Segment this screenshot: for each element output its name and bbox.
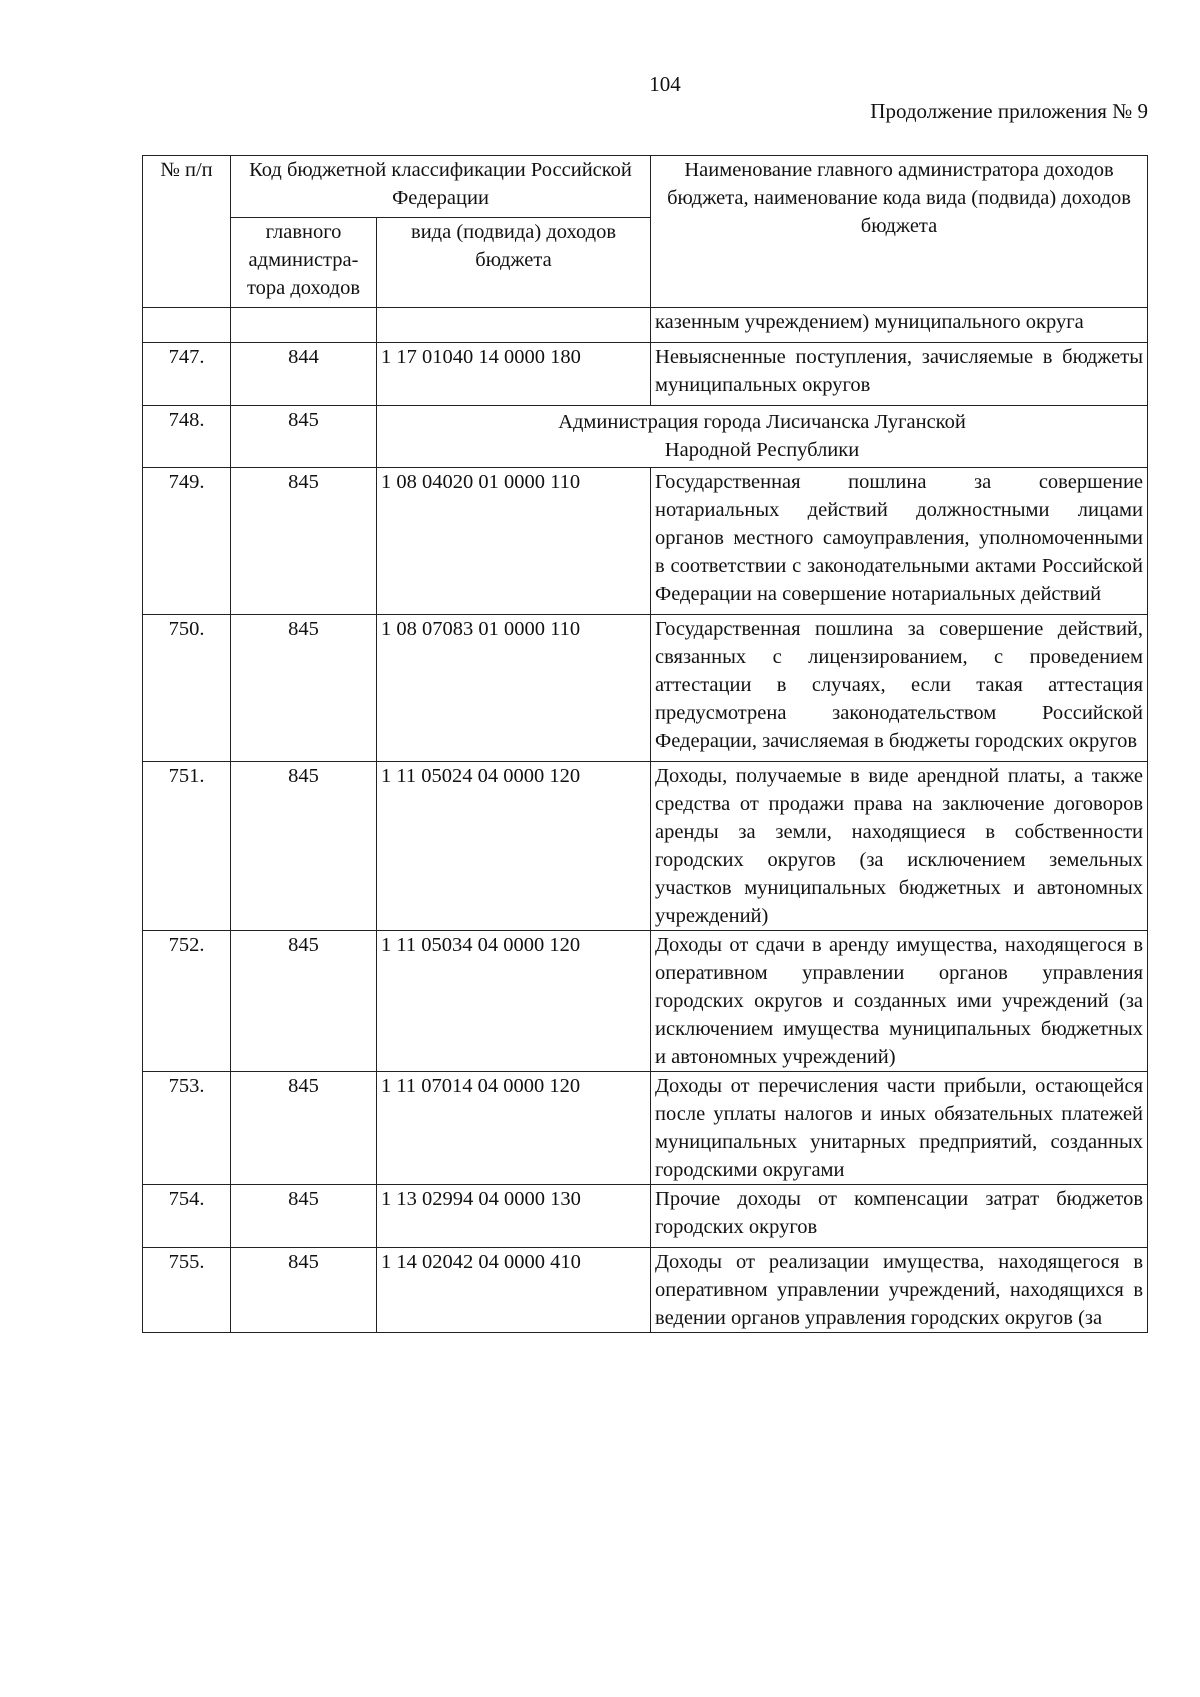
table-row-group [143, 406, 1148, 468]
row-income-code: 1 17 01040 14 0000 180 [377, 343, 651, 406]
table-row [143, 468, 1148, 615]
group-title: Администрация города Лисичанска Луганской Народной Республики [377, 406, 1148, 468]
page-number: 104 [649, 72, 681, 96]
row-num: 752. [143, 931, 231, 1072]
row-admin-code: 845 [231, 931, 377, 1072]
table-row [143, 343, 1148, 406]
row-income-code: 1 08 04020 01 0000 110 [377, 468, 651, 615]
header-admin-code: главного администра-тора доходов [231, 218, 377, 308]
row-name: Невыясненные поступления, зачисляемые в бюджеты муниципальных округов [651, 343, 1148, 406]
row-admin-code: 845 [231, 1185, 377, 1248]
row-admin-code: 845 [231, 1072, 377, 1185]
table-row [143, 615, 1148, 762]
table-row [143, 1185, 1148, 1248]
table-body [143, 308, 1148, 1333]
row-admin-code [231, 308, 377, 343]
row-admin-code: 845 [231, 762, 377, 931]
header-income-code: вида (подвида) доходов бюджета [377, 218, 651, 308]
table-header [143, 156, 1148, 308]
table-row [143, 308, 1148, 343]
row-num: 748. [143, 406, 231, 468]
row-name: Прочие доходы от компенсации затрат бюджетов городских округов [651, 1185, 1148, 1248]
row-name: казенным учреждением) муниципального округа [651, 308, 1148, 343]
row-num: 750. [143, 615, 231, 762]
table-row [143, 1248, 1148, 1333]
row-income-code: 1 11 07014 04 0000 120 [377, 1072, 651, 1185]
appendix-title: Продолжение приложения № 9 [870, 99, 1148, 123]
header-code-group: Код бюджетной классификации Российской Федерации [231, 156, 651, 218]
row-name: Государственная пошлина за совершение нотариальных действий должностными лицами органов местного самоуправления, уполномоченными в соответствии с законодательными актами Российской Федерации на совершение нотариальных действий [651, 468, 1148, 615]
row-admin-code: 845 [231, 406, 377, 468]
row-income-code: 1 13 02994 04 0000 130 [377, 1185, 651, 1248]
row-admin-code: 844 [231, 343, 377, 406]
row-name: Доходы от реализации имущества, находящегося в оперативном управлении учреждений, находящихся в ведении органов управления городских округов (за [651, 1248, 1148, 1333]
table-row [143, 1072, 1148, 1185]
row-admin-code: 845 [231, 615, 377, 762]
row-num: 753. [143, 1072, 231, 1185]
row-income-code: 1 11 05034 04 0000 120 [377, 931, 651, 1072]
row-name: Государственная пошлина за совершение действий, связанных с лицензированием, с проведением аттестации в случаях, если такая аттестация предусмотрена законодательством Российской Федерации, зачисляемая в бюджеты городских округов [651, 615, 1148, 762]
row-num [143, 308, 231, 343]
row-income-code: 1 08 07083 01 0000 110 [377, 615, 651, 762]
header-name: Наименование главного администратора доходов бюджета, наименование кода вида (подвида) доходов бюджета [651, 156, 1148, 308]
table-row [143, 762, 1148, 931]
header-num: № п/п [143, 156, 231, 308]
row-admin-code: 845 [231, 468, 377, 615]
row-income-code: 1 14 02042 04 0000 410 [377, 1248, 651, 1333]
row-income-code [377, 308, 651, 343]
table-row [143, 931, 1148, 1072]
row-name: Доходы от перечисления части прибыли, остающейся после уплаты налогов и иных обязательных платежей муниципальных унитарных предприятий, созданных городскими округами [651, 1072, 1148, 1185]
row-name: Доходы, получаемые в виде арендной платы, а также средства от продажи права на заключение договоров аренды за земли, находящиеся в собственности городских округов (за исключением земельных участков муниципальных бюджетных и автономных учреждений) [651, 762, 1148, 931]
row-num: 749. [143, 468, 231, 615]
budget-classification-table [142, 155, 1148, 1333]
row-name: Доходы от сдачи в аренду имущества, находящегося в оперативном управлении органов управления городских округов и созданных ими учреждений (за исключением имущества муниципальных бюджетных и автономных учреждений) [651, 931, 1148, 1072]
row-num: 754. [143, 1185, 231, 1248]
row-income-code: 1 11 05024 04 0000 120 [377, 762, 651, 931]
row-num: 747. [143, 343, 231, 406]
row-num: 755. [143, 1248, 231, 1333]
row-num: 751. [143, 762, 231, 931]
row-admin-code: 845 [231, 1248, 377, 1333]
